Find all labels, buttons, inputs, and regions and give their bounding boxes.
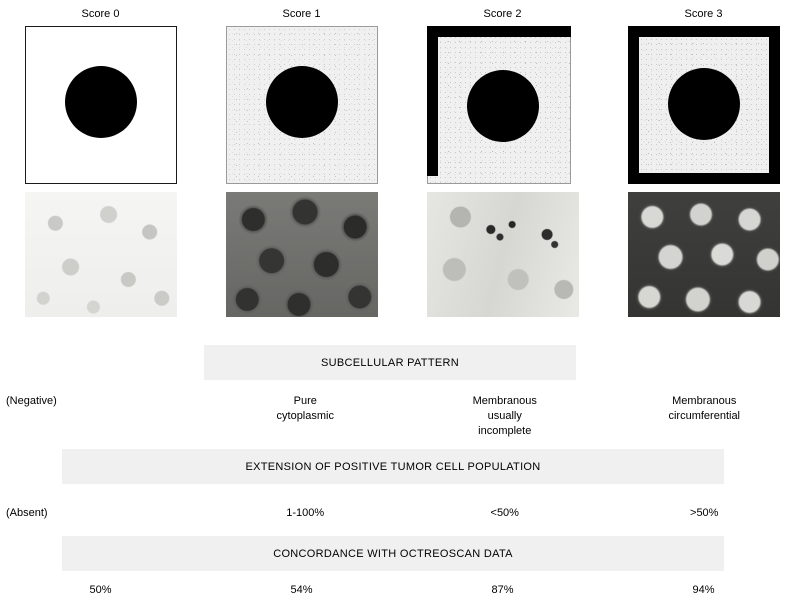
pattern-value-score-3-line-2: circumferential <box>668 410 741 422</box>
concordance-value-score-3: 94% <box>692 584 715 596</box>
banner-concordance-with-octreoscan-data: CONCORDANCE WITH OCTREOSCAN DATA <box>62 536 724 571</box>
concordance-value-score-1: 54% <box>290 584 313 596</box>
immunohistochemistry-photo-score-3 <box>628 192 780 317</box>
banner-subcellular-pattern: SUBCELLULAR PATTERN <box>204 345 576 380</box>
cell-schematic-negative-icon <box>25 26 177 184</box>
row-extension-values <box>0 506 804 521</box>
membrane-segment-left <box>427 26 438 176</box>
banner-extension-of-positive-tumor-cell-population: EXTENSION OF POSITIVE TUMOR CELL POPULATION <box>62 449 724 484</box>
cell-schematic-membranous-circumferential-icon <box>628 26 780 184</box>
score-column-3 <box>603 0 804 317</box>
immunohistochemistry-photo-score-0 <box>25 192 177 317</box>
row-subcellular-pattern-values <box>0 394 804 439</box>
pattern-value-score-1 <box>206 394 406 439</box>
score-column-0-title: Score 0 <box>81 8 120 20</box>
nucleus-shape <box>266 66 338 138</box>
score-column-2 <box>402 0 603 317</box>
concordance-value-score-2: 87% <box>491 584 514 596</box>
cell-schematic-cytoplasmic-icon <box>226 26 378 184</box>
extension-value-score-3: >50% <box>690 507 719 519</box>
extension-value-score-2: <50% <box>490 507 519 519</box>
pattern-value-score-1-line-1: Pure <box>293 395 317 407</box>
nucleus-shape <box>467 70 539 142</box>
cell-schematic-membranous-incomplete-icon <box>427 26 579 184</box>
score-column-3-title: Score 3 <box>684 8 723 20</box>
nucleus-shape <box>65 66 137 138</box>
extension-value-score-0: (Absent) <box>6 507 48 519</box>
pattern-value-score-2-line-3: incomplete <box>478 425 532 437</box>
score-column-0 <box>0 0 201 317</box>
score-column-1 <box>201 0 402 317</box>
pattern-value-score-1-line-2: cytoplasmic <box>276 410 334 422</box>
immunohistochemistry-photo-score-1 <box>226 192 378 317</box>
row-concordance-values <box>0 583 804 598</box>
pattern-value-score-2-line-1: Membranous <box>472 395 537 407</box>
pattern-value-score-2 <box>405 394 605 439</box>
nucleus-shape <box>668 68 740 140</box>
concordance-value-score-0: 50% <box>89 584 112 596</box>
pattern-value-score-3-line-1: Membranous <box>672 395 737 407</box>
membrane-segment-top <box>427 26 571 37</box>
immunohistochemistry-photo-score-2 <box>427 192 579 317</box>
score-column-2-title: Score 2 <box>483 8 522 20</box>
pattern-value-score-0-line-1: (Negative) <box>6 395 57 407</box>
score-column-1-title: Score 1 <box>282 8 321 20</box>
pattern-value-score-0 <box>0 394 206 439</box>
extension-value-score-1: 1-100% <box>286 507 325 519</box>
pattern-value-score-2-line-2: usually <box>487 410 522 422</box>
pattern-value-score-3 <box>605 394 804 439</box>
